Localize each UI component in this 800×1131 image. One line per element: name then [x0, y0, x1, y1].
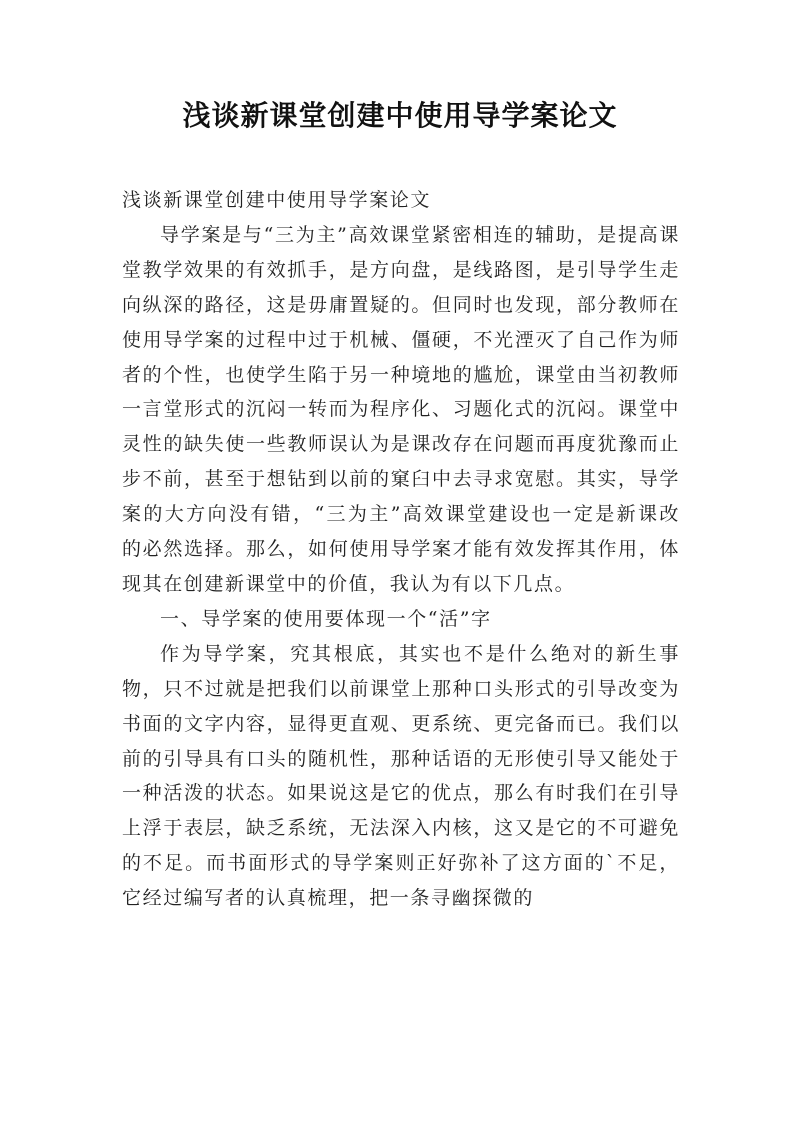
document-body — [122, 183, 680, 916]
section-heading-1: 一、导学案的使用要体现一个“活”字 — [160, 607, 492, 630]
paragraph-section-1: 作为导学案，究其根底，其实也不是什么绝对的新生事物，只不过就是把我们以前课堂上那种口头形式的引导改变为书面的文字内容，显得更直观、更系统、更完备而已。我们以前的引导具有口头的随机性，那种话语的无形使引导又能处于一种活泼的状态。如果说这是它的优点，那么有时我们在引导上浮于表层，缺乏系统，无法深入内核，这又是它的不可避免的不足。而书面形式的导学案则正好弥补了这方面的`不足，它经过编写者的认真梳理，把一条寻幽探微的 — [122, 642, 680, 910]
paragraph-intro: 导学案是与“三为主”高效课堂紧密相连的辅助，是提高课堂教学效果的有效抓手，是方向盘，是线路图，是引导学生走向纵深的路径，这是毋庸置疑的。但同时也发现，部分教师在使用导学案的过程中过于机械、僵硬，不光湮灭了自己作为师者的个性，也使学生陷于另一种境地的尴尬，课堂由当初教师一言堂形式的沉闷一转而为程序化、习题化式的沉闷。课堂中灵性的缺失使一些教师误认为是课改存在问题而再度犹豫而止步不前，甚至于想钻到以前的窠臼中去寻求宽慰。其实，导学案的大方向没有错，“三为主”高效课堂建设也一定是新课改的必然选择。那么，如何使用导学案才能有效发挥其作用，体现其在创建新课堂中的价值，我认为有以下几点。 — [122, 223, 680, 595]
document-title: 浅谈新课堂创建中使用导学案论文 — [182, 99, 618, 132]
document-subtitle: 浅谈新课堂创建中使用导学案论文 — [122, 189, 432, 211]
